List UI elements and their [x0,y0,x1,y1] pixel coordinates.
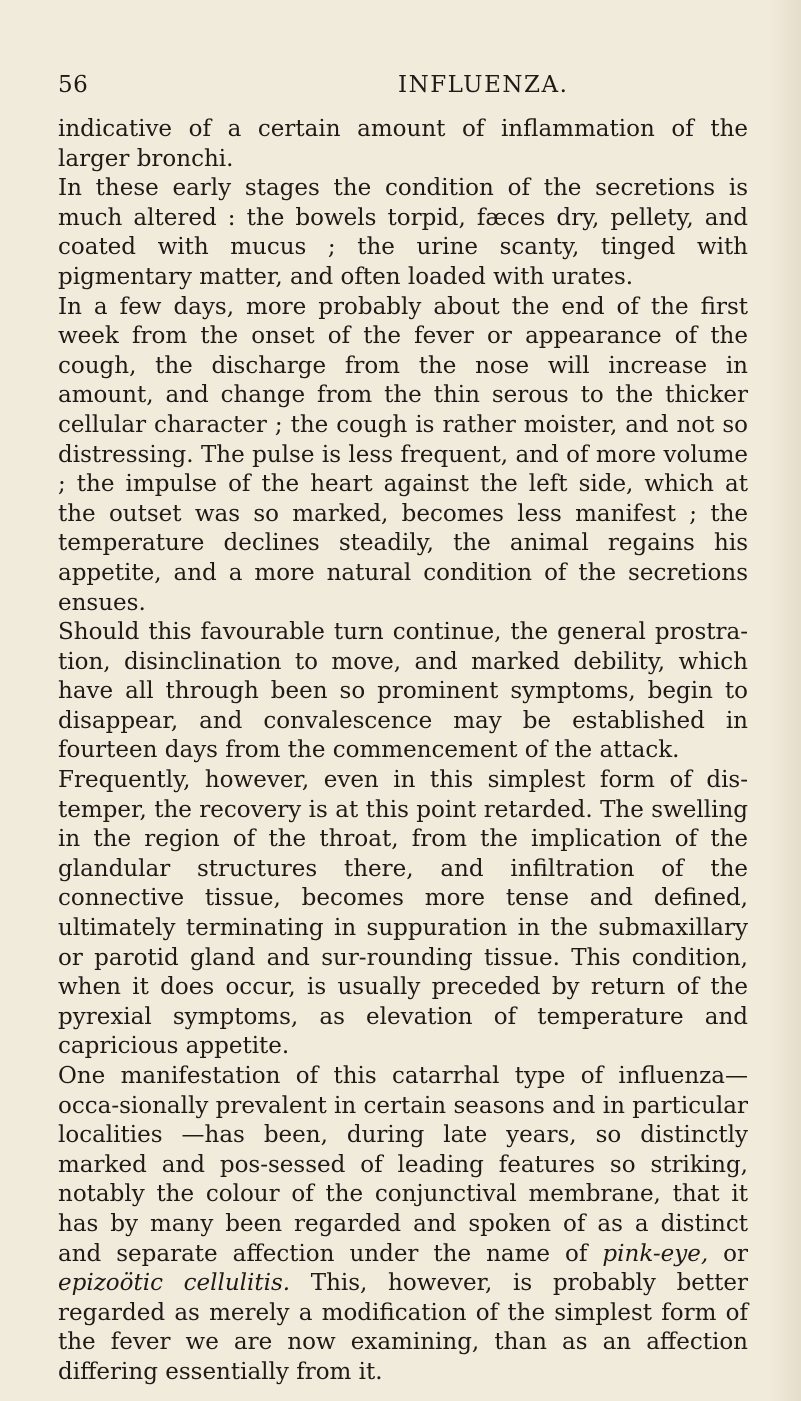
running-head [58,72,748,102]
paragraph-6 [58,1062,748,1388]
paragraph-4: Should this favourable turn continue, the general prostra-tion, disinclination to move, and marked debility, which have all through been so prominent symptoms, begin to disappear, and convalescence may be established in fourteen days from the commencement of the attack. [58,619,748,764]
paragraph-6-text-middle: or [708,1240,749,1267]
paragraph-6-text-before: One manifestation of this catarrhal type of influenza—occa-sionally prevalent in certain seasons and in particular localities —has been, during late years, so distinctly marked and pos-sessed of leading features so striking, notably the colour of the conjunctival membrane, that it has by many been regarded and spoken of as a distinct and separate affection under the name of [58,1063,748,1267]
paragraph-6-text-after: This, however, is probably better regarded as merely a modification of the simplest form of the fever we are now examining, than as an affection differing essentially from it. [58,1270,748,1385]
running-title: INFLUENZA. [398,72,569,98]
paragraph-3: In a few days, more probably about the end of the first week from the onset of the fever or appearance of the cough, the discharge from the nose will increase in amount, and change from the thin serous to the thicker cellular character ; the cough is rather moister, and not so distressing. The pulse is less frequent, and of more volume ; the impulse of the heart against the left side, which at the outset was so marked, becomes less manifest ; the temperature declines steadily, the animal regains his appetite, and a more natural condition of the secretions ensues. [58,293,748,616]
body-text [58,115,748,1388]
term-pink-eye: pink-eye, [602,1240,709,1267]
page-number: 56 [58,72,89,98]
paragraph-5: Frequently, however, even in this simplest form of dis-temper, the recovery is at this point retarded. The swelling in the region of the throat, from the implication of the glandular structures there, and infiltration of the connective tissue, becomes more tense and defined, ultimately terminating in suppuration in the submaxillary or parotid gland and sur-rounding tissue. This condition, when it does occur, is usually preceded by return of the pyrexial symptoms, as elevation of temperature and capricious appetite. [58,767,748,1060]
paragraph-2: In these early stages the condition of the secretions is much altered : the bowels torpid, fæces dry, pellety, and coated with mucus ; the urine scanty, tinged with pigmentary matter, and often loaded with urates. [58,175,748,290]
term-epizootic-cellulitis: epizoötic cellulitis. [58,1270,291,1297]
paragraph-1: indicative of a certain amount of inflammation of the larger bronchi. [58,116,748,172]
